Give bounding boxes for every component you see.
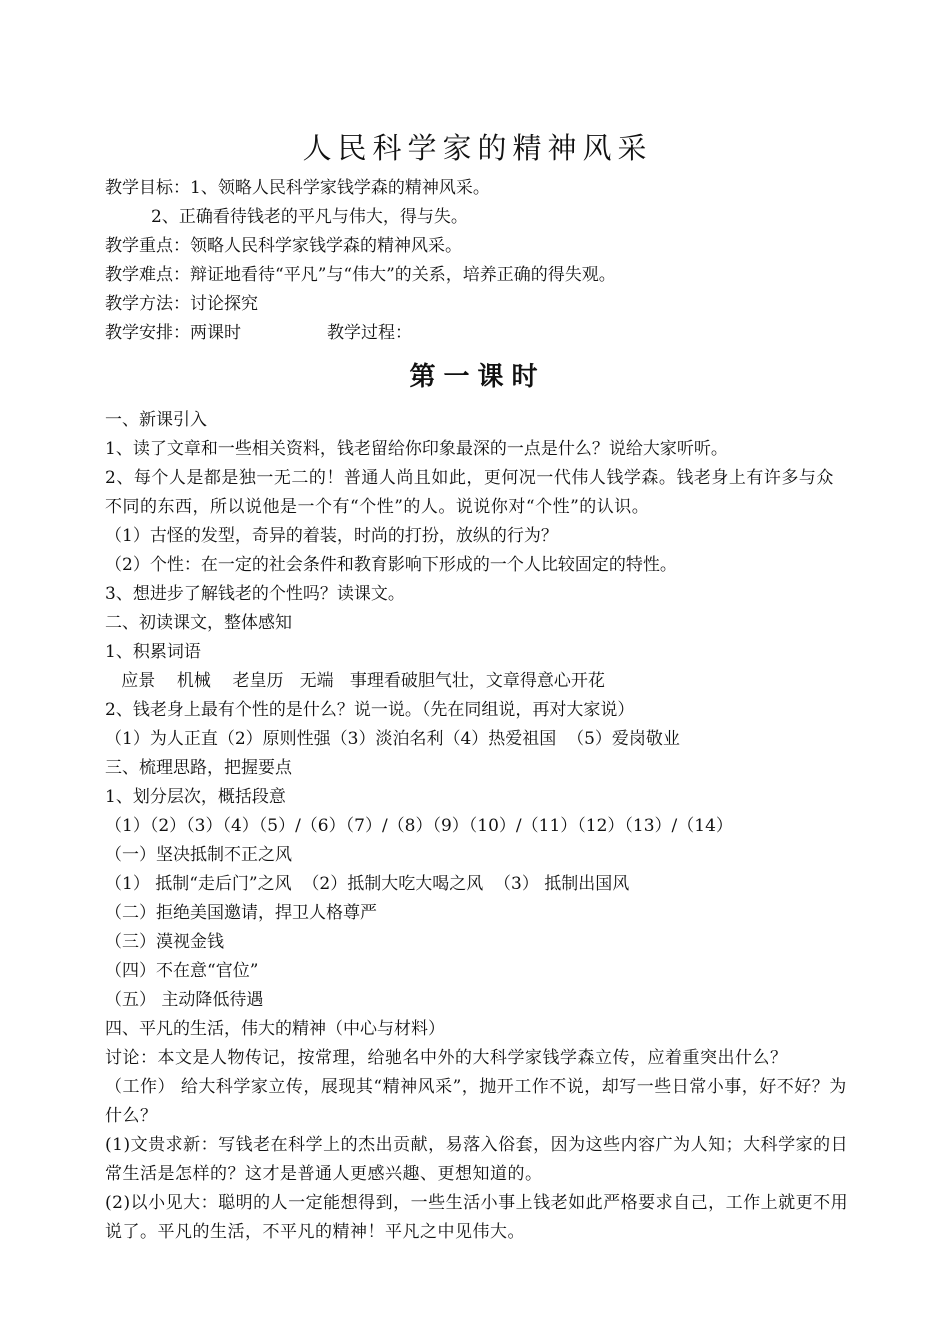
body-line: （二）拒绝美国邀请，捍卫人格尊严 (105, 903, 377, 923)
vocabulary-line: 应景 机械 老皇历 无端 事理看破胆气壮，文章得意心开花 (105, 671, 605, 691)
discussion-line: 讨论：本文是人物传记，按常理，给驰名中外的大科学家钱学森立传，应着重突出什么？ (105, 1048, 788, 1068)
body-paragraph: （工作） 给大科学家立传，展现其“精神风采”，抛开工作不说，却写一些日常小事，好不好？为什么？ (105, 1077, 847, 1126)
teaching-difficulty: 教学难点：辩证地看待“平凡”与“伟大”的关系，培养正确的得失观。 (105, 265, 616, 285)
teaching-goal-2: 2、正确看待钱老的平凡与伟大，得与失。 (151, 207, 468, 227)
body-line: （1） 抵制“走后门”之风 （2）抵制大吃大喝之风 （3） 抵制出国风 (105, 874, 630, 894)
teaching-method: 教学方法：讨论探究 (105, 294, 258, 314)
teaching-process: 教学过程： (327, 323, 412, 343)
body-line: （五） 主动降低待遇 (105, 990, 264, 1010)
teaching-focus: 教学重点：领略人民科学家钱学森的精神风采。 (105, 236, 462, 256)
lesson-title: 第一课时 (409, 362, 546, 392)
body-line: 3、想进步了解钱老的个性吗？读课文。 (105, 584, 405, 604)
body-line: （四）不在意“官位” (105, 961, 259, 981)
body-line: （1）为人正直（2）原则性强（3）淡泊名利（4）热爱祖国 （5）爱岗敬业 (105, 729, 680, 749)
body-line: （2）个性：在一定的社会条件和教育影响下形成的一个人比较固定的特性。 (105, 555, 677, 575)
body-line: 2、钱老身上最有个性的是什么？说一说。（先在同组说，再对大家说） (105, 700, 635, 720)
body-paragraph: (2)以小见大：聪明的人一定能想得到，一些生活小事上钱老如此严格要求自己，工作上就更不用说了。平凡的生活，不平凡的精神！平凡之中见伟大。 (105, 1193, 849, 1242)
teaching-arrangement-row (105, 319, 850, 348)
body-line: 1、读了文章和一些相关资料，钱老留给你印象最深的一点是什么？说给大家听听。 (105, 439, 728, 459)
body-line: 1、划分层次，概括段意 (105, 787, 286, 807)
teaching-arrangement: 教学安排：两课时 (105, 323, 241, 343)
document-title: 人民科学家的精神风采 (302, 131, 653, 165)
section-heading: 四、平凡的生活，伟大的精神（中心与材料） (105, 1019, 445, 1039)
body-paragraph: 2、每个人是都是独一无二的！普通人尚且如此，更何况一代伟人钱学森。钱老身上有许多与众不同的东西，所以说他是一个有“个性”的人。说说你对“个性”的认识。 (105, 468, 834, 517)
body-line: （1）古怪的发型，奇异的着装，时尚的打扮，放纵的行为？ (105, 526, 558, 546)
section-heading: 三、梳理思路，把握要点 (105, 758, 292, 778)
section-heading: 二、初读课文，整体感知 (105, 613, 292, 633)
teaching-goal-1: 教学目标：1、领略人民科学家钱学森的精神风采。 (105, 178, 490, 198)
body-line: 1、积累词语 (105, 642, 201, 662)
section-heading: 一、新课引入 (105, 410, 207, 430)
body-line: （一）坚决抵制不正之风 (105, 845, 292, 865)
body-paragraph: (1)文贵求新：写钱老在科学上的杰出贡献，易落入俗套，因为这些内容广为人知；大科学家的日常生活是怎样的？这才是普通人更感兴趣、更想知道的。 (105, 1135, 849, 1184)
body-line: （三）漠视金钱 (105, 932, 224, 952)
paragraph-division-line: （1）（2）（3）（4）（5）/（6）（7）/（8）（9）（10）/（11）（12）（13）/（14） (105, 816, 733, 836)
